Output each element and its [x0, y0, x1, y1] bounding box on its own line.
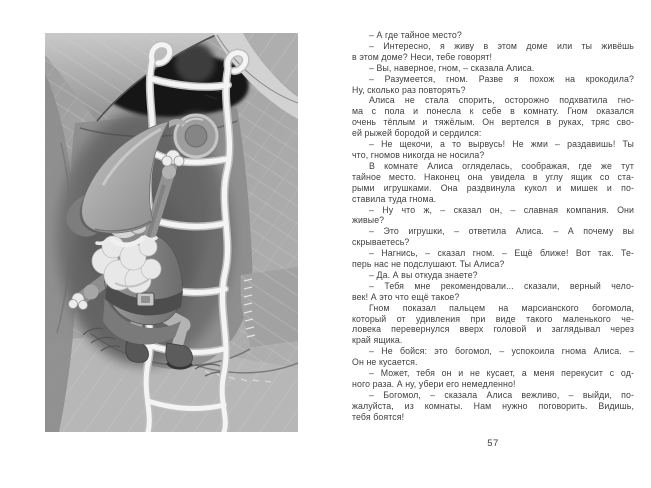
text-line: век! А это что ещё такое?: [352, 291, 460, 302]
text-line: – Это игрушки, – ответила Алиса. – А почему вы: [369, 226, 634, 237]
text-line: – Разумеется, гном. Разве я похож на крокодила?: [369, 73, 634, 84]
text-line: в этом доме? Неси, тебе говорят!: [352, 51, 493, 62]
text-line: жалуйста, из комнаты. Нам нужно поговорить. Видишь,: [352, 400, 634, 411]
text-line: край ящика.: [352, 335, 403, 346]
text-line: который от удивления при виде такого маленького че-: [352, 313, 634, 324]
text-line: – Нагнись, – сказал гном. – Ещё ближе! Вот так. Те-: [369, 248, 634, 259]
text-line: – Не щекочи, а то вырвусь! Не жми – раздавишь! Ты: [369, 139, 634, 150]
text-line: – Вы, наверное, гном, – сказала Алиса.: [369, 62, 535, 73]
text-line: – А где тайное место?: [369, 30, 462, 40]
text-line: В комнате Алиса огляделась, соображая, где же тут: [369, 160, 634, 171]
text-line: живые?: [352, 215, 385, 226]
text-line: тайное место. Наконец она увидела в углу ящик со ста-: [352, 171, 634, 182]
right-page: [352, 30, 634, 449]
text-line: ловека перевернулся вверх головой и заглядывал через: [352, 324, 634, 335]
text-line: Он не кусается.: [352, 357, 418, 368]
text-line: – Ну что ж, – сказал он, – славная компания. Они: [369, 204, 634, 215]
text-line: – Может, тебя он и не кусает, а меня перекусит с од-: [369, 368, 634, 379]
left-page: [45, 33, 298, 432]
text-line: – Да. А вы откуда знаете?: [369, 269, 478, 280]
text-line: что, гномов никогда не носила?: [352, 149, 485, 160]
text-line: – Богомол, – сказала Алиса вежливо, – выйди, по-: [369, 389, 634, 400]
text-line: скрываетесь?: [352, 237, 410, 248]
page-number: 57: [487, 437, 499, 449]
text-line: рыми игрушками. Она раздвинула кукол и мишек и по-: [352, 182, 634, 193]
text-line: очень тёплым и тяжёлым. Он вертелся в руках, тряс сво-: [352, 117, 634, 128]
text-line: ма с пола и понесла к себе в комнату. Гном оказался: [352, 106, 634, 117]
text-line: Гном показал пальцем на марсианского богомола,: [369, 302, 634, 313]
text-line: перь нас не подслушают. Ты Алиса?: [352, 259, 505, 270]
text-line: Ну, сколько раз повторять?: [352, 84, 466, 95]
text-line: – Не бойся: это богомол, – успокоила гнома Алиса. –: [369, 346, 634, 357]
text-line: – Тебя мне рекомендовали... сказали, верный чело-: [369, 280, 634, 291]
text-line: – Интересно, я живу в этом доме или ты живёшь: [369, 40, 634, 51]
text-line: ей рыжей бородой и сердился:: [352, 128, 482, 139]
text-line: тебя боятся!: [352, 411, 405, 422]
gnome-illustration: [45, 33, 298, 432]
text-column: [352, 30, 634, 423]
text-line: ставила туда гнома.: [352, 193, 437, 204]
text-line: ного раза. А ну, убери его немедленно!: [352, 379, 516, 389]
text-line: Алиса не стала спорить, осторожно подхватила гно-: [369, 95, 634, 106]
